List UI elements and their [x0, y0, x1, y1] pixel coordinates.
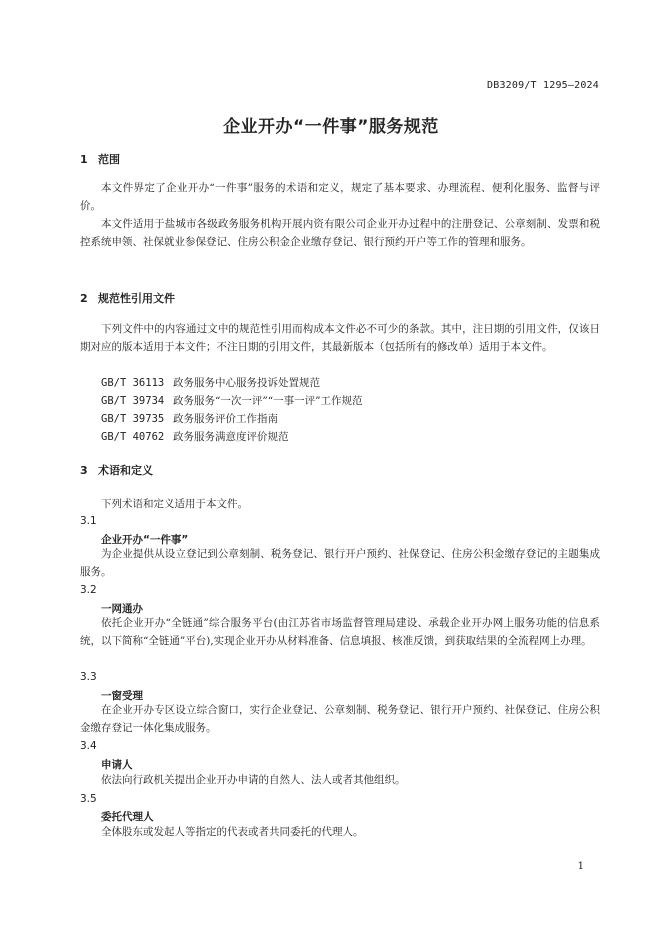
reference-code: GB/T 39735	[101, 413, 165, 425]
term-name: 委托代理人	[101, 811, 154, 823]
section-number: 1	[80, 153, 88, 166]
reference-title: 政务服务满意度评价规范	[173, 431, 289, 443]
reference-title: 政务服务中心服务投诉处置规范	[173, 377, 320, 389]
section-title: 术语和定义	[98, 464, 153, 477]
term-name: 一窗受理	[101, 690, 143, 702]
term-definition: 在企业开办专区设立综合窗口，实行企业登记、公章刻制、税务登记、银行开户预约、社保登记、住房公积金缴存登记一体化集成服务。	[80, 704, 600, 734]
reference-item	[101, 393, 362, 408]
reference-code: GB/T 36113	[101, 377, 165, 389]
term-name: 申请人	[101, 759, 133, 771]
section-heading-2	[80, 290, 175, 306]
terms-intro: 下列术语和定义适用于本文件。	[101, 498, 248, 510]
section-heading-3	[80, 462, 153, 478]
document-title: 企业开办“一件事”服务规范	[223, 117, 439, 137]
reference-title: 政务服务“一次一评”“一事一评”工作规范	[173, 395, 363, 407]
reference-code: GB/T 40762	[101, 431, 165, 443]
term-number: 3.3	[80, 671, 97, 683]
reference-item	[101, 411, 278, 426]
references-intro: 下列文件中的内容通过文中的规范性引用而构成本文件必不可少的条款。其中，注日期的引用文件，仅该日期对应的版本适用于本文件；不注日期的引用文件，其最新版本（包括所有的修改单）适用于本文件。	[80, 323, 600, 353]
term-number: 3.2	[80, 584, 97, 596]
term-definition: 依托企业开办“全链通”综合服务平台(由江苏省市场监督管理局建设、承载企业开办网上服务功能的信息系统，以下简称“全链通”平台),实现企业开办从材料准备、信息填报、核准反馈，到获取结果的全流程网上办理。	[80, 617, 600, 647]
section-number: 3	[80, 464, 88, 477]
reference-item	[101, 429, 289, 444]
term-number: 3.5	[80, 793, 97, 805]
scope-paragraph-2: 本文件适用于盐城市各级政务服务机构开展内资有限公司企业开办过程中的注册登记、公章刻制、发票和税控系统申领、社保就业参保登记、住房公积金企业缴存登记、银行预约开户等工作的管理和服务。	[80, 218, 600, 248]
section-number: 2	[80, 292, 88, 305]
term-definition: 全体股东或发起人等指定的代表或者共同委托的代理人。	[101, 826, 364, 838]
term-number: 3.4	[80, 740, 97, 752]
section-title: 范围	[98, 153, 120, 166]
standard-code: DB3209/T 1295—2024	[487, 80, 599, 91]
page-number: 1	[577, 861, 584, 872]
reference-code: GB/T 39734	[101, 395, 165, 407]
term-definition: 依法向行政机关提出企业开办申请的自然人、法人或者其他组织。	[101, 774, 406, 786]
term-name: 一网通办	[101, 603, 143, 615]
term-definition: 为企业提供从设立登记到公章刻制、税务登记、银行开户预约、社保登记、住房公积金缴存登记的主题集成服务。	[80, 548, 600, 578]
term-name: 企业开办“一件事”	[101, 534, 189, 546]
section-heading-1	[80, 151, 120, 167]
term-number: 3.1	[80, 515, 97, 527]
scope-paragraph-1: 本文件界定了企业开办“一件事”服务的术语和定义，规定了基本要求、办理流程、便利化服务、监督与评价。	[80, 182, 600, 212]
reference-item	[101, 375, 320, 390]
section-title: 规范性引用文件	[98, 292, 175, 305]
reference-title: 政务服务评价工作指南	[173, 413, 278, 425]
